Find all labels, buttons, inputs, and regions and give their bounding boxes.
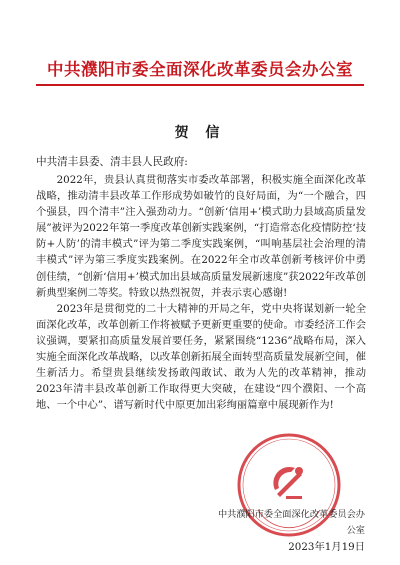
signature-org: 中共濮阳市委全面深化改革委员会办公室 xyxy=(218,509,365,536)
signature-date: 2023年1月19日 xyxy=(288,541,365,553)
body-paragraph: 2023年是贯彻党的二十大精神的开局之年，党中央将谋划新一轮全面深化改革，改革创新工作将被赋予更新更重要的使命。市委经济工作会议强调，要紧扣高质量发展首要任务，紧紧围绕“1236”战略布局，深入实施全面深化改革战略，以改革创新拓展全面转型高质量发展新空间，催生新活力。希望贵县继续发扬敢闯敢试、敢为人先的改革精神，推动2023年清丰县改革创新工作取得更大突破，在建设“四个濮阳、一个高地、一个中心”、谱写新时代中原更加出彩绚丽篇章中展现新作为! xyxy=(36,302,366,412)
body-paragraph: 2022年，贵县认真贯彻落实市委改革部署，积极实施全面深化改革战略，推动清丰县改革工作形成势如破竹的良好局面，为“一个融合，四个强县，四个清丰”注入强劲动力。“创新‘信用+’模式助力县域高质量发展”被评为2022年第一季度改革创新实践案例，“打造常态化疫情防控‘技防+人防’的清丰模式”评为第二季度实践案例，“叫响基层社会治理的清丰模式”评为第三季度实践案例。在2022年全市改革创新考核评价中勇创佳绩，“创新‘信用+’模式加出县域高质量发展新速度”获2022年改革创新典型案例二等奖。特致以热烈祝贺，并表示衷心感谢! xyxy=(36,174,366,299)
letter-title: 贺 信 xyxy=(174,125,226,141)
letter-body xyxy=(36,172,366,413)
header-divider xyxy=(36,84,364,86)
salutation: 中共清丰县委、清丰县人民政府: xyxy=(36,156,188,168)
signature-block xyxy=(215,507,365,555)
header-org: 中共濮阳市委全面深化改革委员会办公室 xyxy=(47,60,353,79)
